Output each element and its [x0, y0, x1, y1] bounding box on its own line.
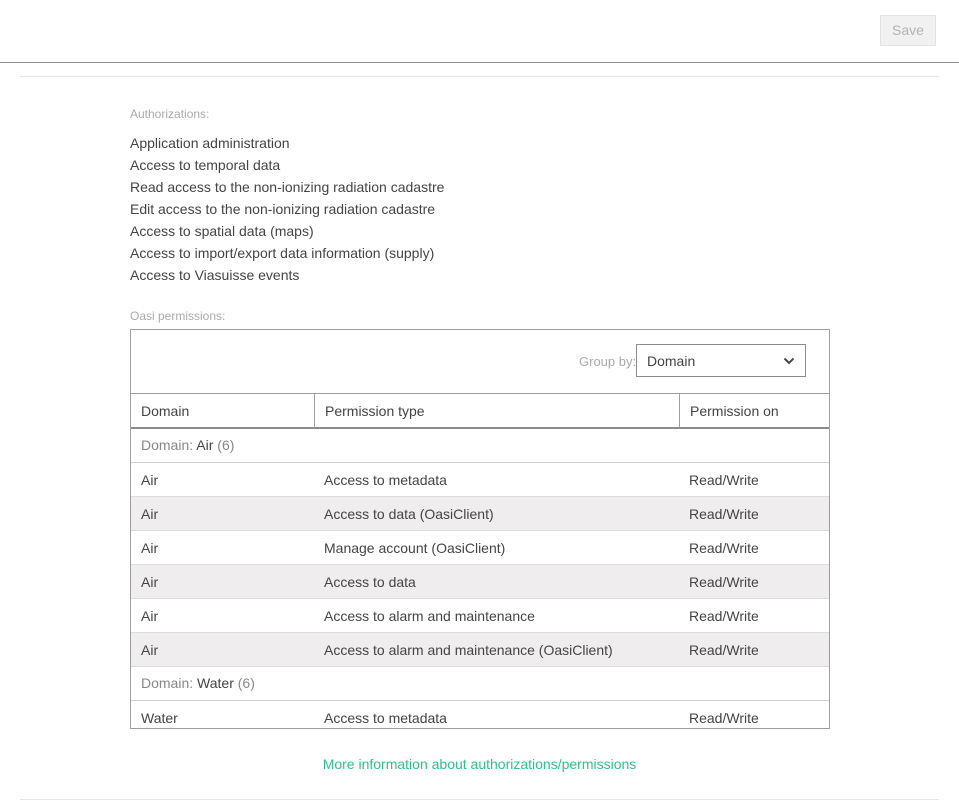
column-header-domain[interactable]: Domain — [141, 403, 190, 419]
authorization-item: Application administration — [130, 135, 290, 151]
table-row[interactable] — [131, 531, 829, 565]
cell-permission-on: Read/Write — [689, 608, 759, 624]
authorization-item: Access to import/export data information (supply) — [130, 245, 435, 261]
group-row-air[interactable] — [131, 429, 829, 463]
authorization-item: Read access to the non-ionizing radiation cadastre — [130, 179, 445, 195]
group-row-water[interactable] — [131, 667, 829, 701]
cell-permission-on: Read/Write — [689, 472, 759, 488]
authorization-item: Edit access to the non-ionizing radiation cadastre — [130, 201, 436, 217]
cell-permission-type: Access to metadata — [324, 710, 447, 726]
cell-domain: Air — [141, 642, 159, 658]
group-name: Water — [197, 675, 234, 691]
cell-domain: Air — [141, 608, 159, 624]
cell-domain: Air — [141, 506, 159, 522]
cell-domain: Air — [141, 574, 159, 590]
cell-permission-type: Access to data — [324, 574, 416, 590]
cell-permission-type: Access to alarm and maintenance (OasiClient) — [324, 642, 613, 658]
column-header-permission-on[interactable]: Permission on — [679, 394, 829, 428]
table-row[interactable] — [131, 701, 829, 729]
cell-permission-type: Access to data (OasiClient) — [324, 506, 494, 522]
save-button[interactable]: Save — [880, 15, 936, 46]
cell-permission-type: Access to metadata — [324, 472, 447, 488]
cell-domain: Water — [141, 710, 178, 726]
cell-permission-on: Read/Write — [689, 540, 759, 556]
column-header-permission-type[interactable]: Permission type — [314, 394, 679, 428]
table-header — [131, 393, 829, 429]
permissions-label: Oasi permissions: — [130, 309, 226, 323]
cell-permission-on: Read/Write — [689, 710, 759, 726]
table-row[interactable] — [131, 497, 829, 531]
authorization-item: Access to Viasuisse events — [130, 267, 300, 283]
table-row[interactable] — [131, 633, 829, 667]
cell-permission-type: Manage account (OasiClient) — [324, 540, 506, 556]
permissions-table[interactable] — [130, 329, 830, 729]
group-prefix: Domain: — [141, 437, 194, 453]
authorization-item: Access to temporal data — [130, 157, 281, 173]
cell-permission-on: Read/Write — [689, 506, 759, 522]
cell-domain: Air — [141, 540, 159, 556]
more-info-link[interactable]: More information about authorizations/permissions — [322, 756, 637, 772]
table-row[interactable] — [131, 599, 829, 633]
authorizations-label: Authorizations: — [130, 107, 210, 121]
group-name: Air — [196, 437, 214, 453]
cell-permission-on: Read/Write — [689, 574, 759, 590]
group-prefix: Domain: — [141, 675, 194, 691]
table-body — [131, 429, 829, 729]
table-row[interactable] — [131, 565, 829, 599]
table-row[interactable] — [131, 463, 829, 497]
cell-permission-on: Read/Write — [689, 642, 759, 658]
chevron-down-icon — [783, 357, 795, 365]
authorization-item: Access to spatial data (maps) — [130, 223, 314, 239]
group-count: (6) — [217, 437, 235, 453]
cell-domain: Air — [141, 472, 159, 488]
group-count: (6) — [237, 675, 255, 691]
group-by-select[interactable] — [636, 344, 806, 377]
group-by-label: Group by: — [579, 354, 637, 369]
divider — [20, 76, 939, 77]
top-toolbar — [0, 0, 959, 63]
group-by-bar — [131, 330, 829, 393]
group-by-value: Domain — [647, 353, 696, 369]
cell-permission-type: Access to alarm and maintenance — [324, 608, 535, 624]
authorizations-list — [130, 133, 444, 287]
